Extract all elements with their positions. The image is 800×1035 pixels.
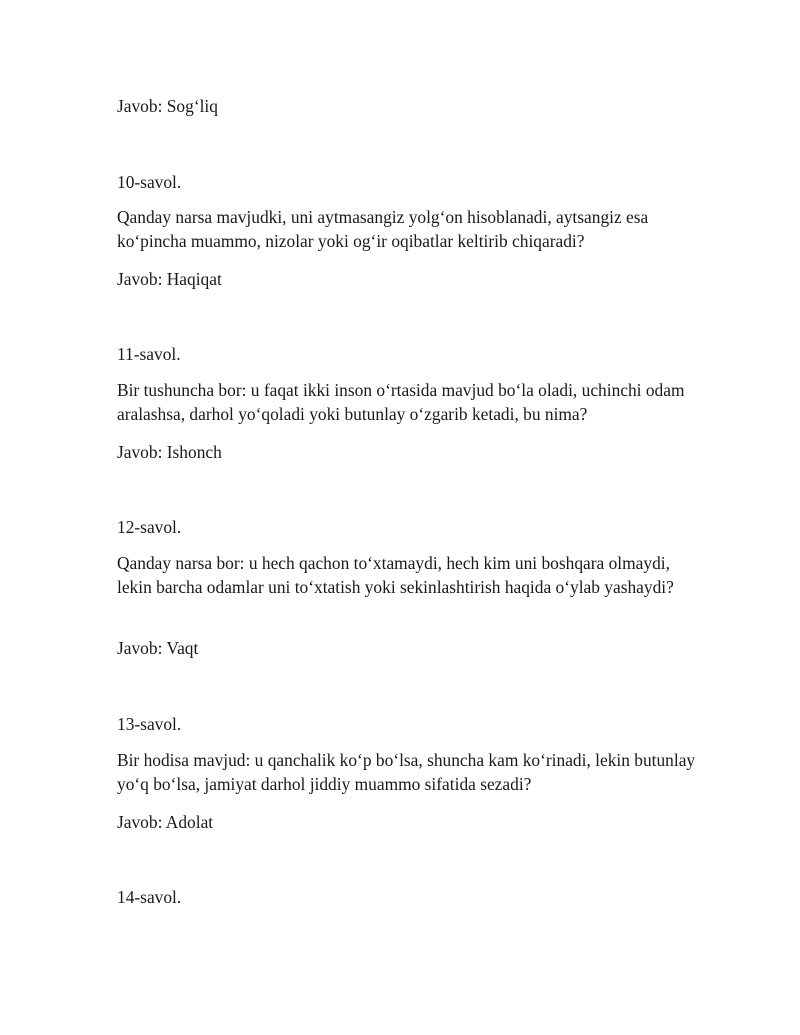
- question-text-11: Bir tushuncha bor: u faqat ikki inson o‘rtasida mavjud bo‘la oladi, uchinchi odam aralashsa, darhol yo‘qoladi yoki butunlay o‘zgarib ketadi, bu nima?: [117, 380, 685, 424]
- answer-11: Javob: Ishonch: [117, 442, 222, 462]
- question-text-13: Bir hodisa mavjud: u qanchalik ko‘p bo‘lsa, shuncha kam ko‘rinadi, lekin butunlay yo‘q bo‘lsa, jamiyat darhol jiddiy muammo sifatida sezadi?: [117, 750, 696, 794]
- question-heading-12: 12-savol.: [117, 517, 182, 537]
- question-text-10: Qanday narsa mavjudki, uni aytmasangiz yolg‘on hisoblanadi, aytsangiz esa ko‘pincha muammo, nizolar yoki og‘ir oqibatlar keltirib chiqaradi?: [117, 207, 649, 251]
- question-heading-13: 13-savol.: [117, 714, 182, 734]
- answer-13: Javob: Adolat: [117, 812, 214, 832]
- question-text-12: Qanday narsa bor: u hech qachon to‘xtamaydi, hech kim uni boshqara olmaydi, lekin barcha odamlar uni to‘xtatish yoki sekinlashtirish haqida o‘ylab yashaydi?: [117, 553, 674, 597]
- question-heading-11: 11-savol.: [117, 344, 181, 364]
- answer-previous: Javob: Sog‘liq: [117, 96, 218, 116]
- answer-12: Javob: Vaqt: [117, 638, 199, 658]
- question-heading-10: 10-savol.: [117, 172, 182, 192]
- answer-10: Javob: Haqiqat: [117, 269, 222, 289]
- question-heading-14: 14-savol.: [117, 887, 182, 907]
